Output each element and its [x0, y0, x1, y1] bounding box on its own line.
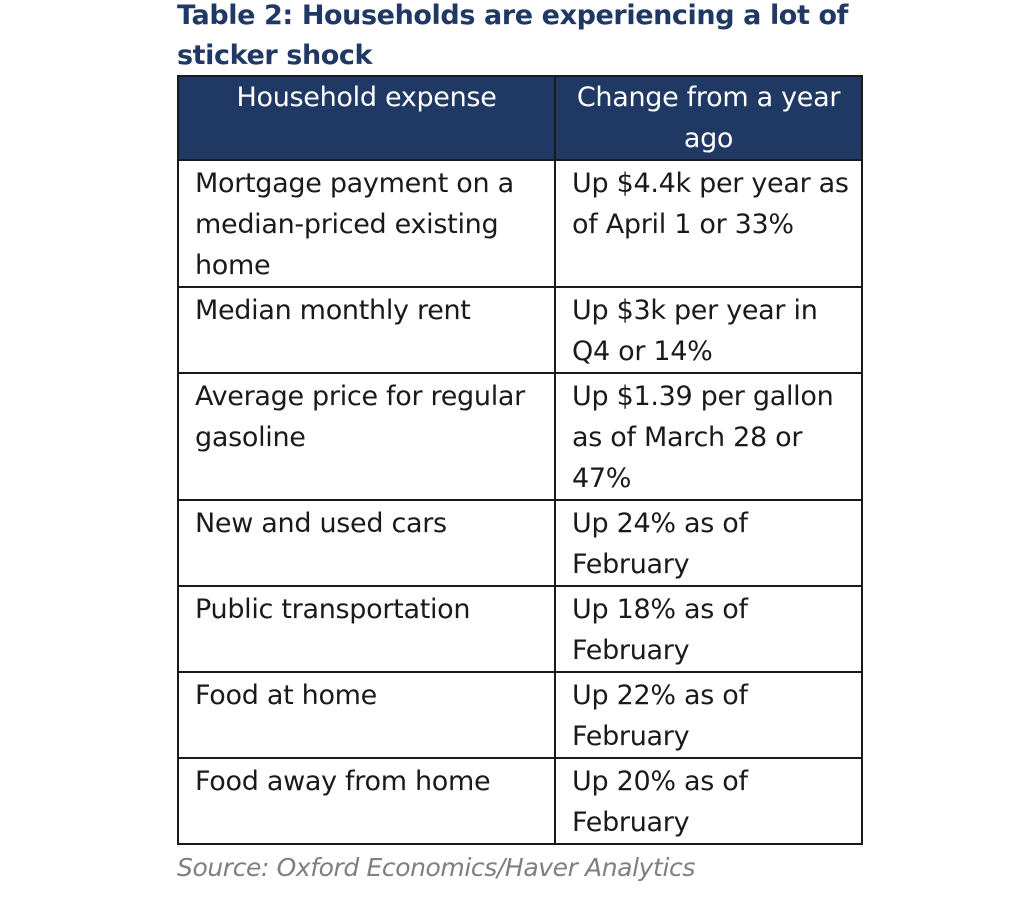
- table-row: [178, 758, 862, 844]
- change-cell: Up 22% as of February: [555, 672, 862, 758]
- expense-table: [177, 75, 863, 845]
- table-row: [178, 373, 862, 500]
- expense-cell: Median monthly rent: [178, 287, 555, 373]
- expense-cell: Food at home: [178, 672, 555, 758]
- table-row: [178, 287, 862, 373]
- expense-cell: Public transportation: [178, 586, 555, 672]
- expense-cell: Food away from home: [178, 758, 555, 844]
- expense-cell: Average price for regular gasoline: [178, 373, 555, 500]
- table-header-row: [178, 76, 862, 160]
- change-cell: Up 18% as of February: [555, 586, 862, 672]
- table-row: [178, 586, 862, 672]
- column-header-household-expense: Household expense: [178, 76, 555, 160]
- table-row: [178, 672, 862, 758]
- change-cell: Up $1.39 per gallon as of March 28 or 47%: [555, 373, 862, 500]
- change-cell: Up 24% as of February: [555, 500, 862, 586]
- expense-cell: Mortgage payment on a median-priced existing home: [178, 160, 555, 287]
- table-title: Table 2: Households are experiencing a lot of sticker shock: [177, 0, 848, 71]
- table-row: [178, 160, 862, 287]
- source-note: Source: Oxford Economics/Haver Analytics: [177, 853, 695, 882]
- table-row: [178, 500, 862, 586]
- change-cell: Up 20% as of February: [555, 758, 862, 844]
- column-header-change: Change from a year ago: [555, 76, 862, 160]
- change-cell: Up $3k per year in Q4 or 14%: [555, 287, 862, 373]
- change-cell: Up $4.4k per year as of April 1 or 33%: [555, 160, 862, 287]
- expense-cell: New and used cars: [178, 500, 555, 586]
